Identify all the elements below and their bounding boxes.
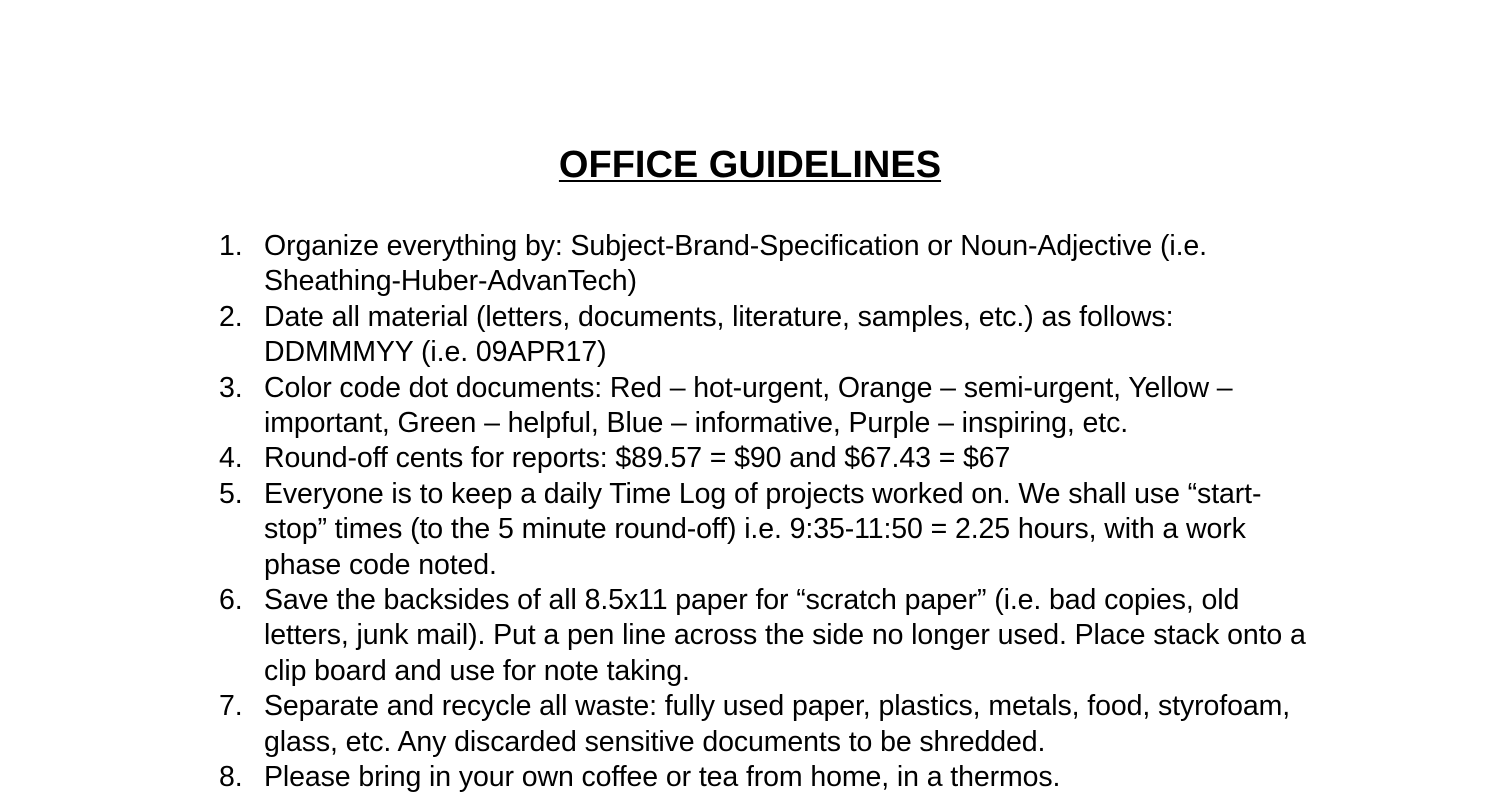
item-number: 7. [219,690,243,723]
guideline-item-3 [0,371,1324,442]
item-text: Everyone is to keep a daily Time Log of projects worked on. We shall use “start-stop” times (to the 5 minute round-off) i.e. 9:35-11:50 = 2.25 hours, with a work phase code noted. [264,477,1262,581]
item-number: 3. [219,371,243,404]
document-title: OFFICE GUIDELINES [558,144,942,186]
guideline-item-1 [0,229,1324,300]
item-number: 1. [219,230,243,262]
item-text: Separate and recycle all waste: fully used paper, plastics, metals, food, styrofoam, glass, etc. Any discarded sensitive documents to be shredded. [264,690,1291,758]
item-number: 5. [219,477,243,510]
item-text: Save the backsides of all 8.5x11 paper for “scratch paper” (i.e. bad copies, old letters, junk mail). Put a pen line across the side no longer used. Place stack onto a clip board and use for note taking. [264,584,1306,687]
item-number: 6. [219,584,243,617]
item-text: Organize everything by: Subject-Brand-Specification or Noun-Adjective (i.e. Sheathing-Huber-AdvanTech) [264,230,1207,298]
item-number: 4. [219,442,243,475]
guideline-item-2 [0,300,1324,371]
item-number: 2. [219,300,243,333]
item-text: Date all material (letters, documents, literature, samples, etc.) as follows: DDMMMYY (i.e. 09APR17) [264,300,1174,369]
item-text: Color code dot documents: Red – hot-urgent, Orange – semi-urgent, Yellow – important, Green – helpful, Blue – informative, Purple – inspiring, etc. [264,371,1233,440]
guideline-item-4 [0,441,1324,476]
item-text: Please bring in your own coffee or tea from home, in a thermos. [264,761,1061,794]
guideline-item-7 [0,689,1324,760]
guideline-item-8 [0,760,1324,795]
guideline-list [0,229,1500,796]
item-number: 8. [219,761,243,794]
guideline-item-6 [0,583,1324,689]
guideline-item-5 [0,477,1324,583]
item-text: Round-off cents for reports: $89.57 = $90 and $67.43 = $67 [264,442,1011,475]
